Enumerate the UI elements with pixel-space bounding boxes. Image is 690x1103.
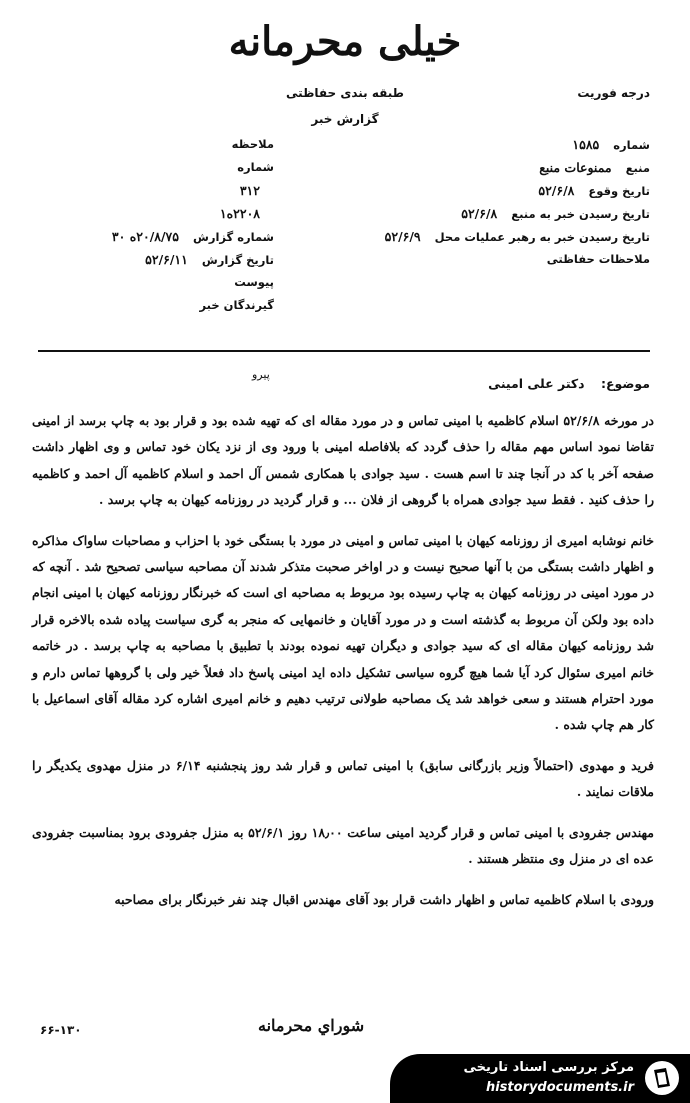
body-paragraph: در مورخه ۵۲/۶/۸ اسلام کاظمیه با امینی تماس و در مورد مقاله ای که تهیه شده بود و قرار بود به چاپ برسد از امینی تقاضا نمود اساس مهم مقاله را حذف گردد که بلافاصله امینی با ورود وی از نزد یکان خود تماس و وی اظهار داشت صفحه آخر با کد در آنجا چند تا اسم هست . سید جوادی با همکاری شمس آل احمد و اسلام کاظمیه آل احمد و کاظمیه را حذف کنید . فقط سید جوادی همراه با گروهی از فلان ... و قرار گردید در روزنامه کیهان به چاپ برسد .: [32, 413, 654, 508]
body-paragraph: مهندس جفرودی با امینی تماس و قرار گردید امینی ساعت ۱۸٫۰۰ روز ۵۲/۶/۱ به منزل جفرودی برود بمناسبت جفرودی عده ای در منزل وی منتظر هستند .: [32, 824, 654, 867]
watermark-url: historydocuments.ir: [485, 1080, 634, 1095]
field-value: ۵۲/۶/۸: [538, 183, 575, 198]
field-label: تاریخ گزارش: [201, 253, 274, 267]
footer-stamp: شوراي محرمانه: [258, 1016, 365, 1035]
field-value: ۲۲۰۸ه۱: [219, 206, 260, 221]
field-label: تاریخ رسیدن خبر به منبع: [511, 207, 650, 221]
field-row: [14, 248, 274, 271]
watermark-name: مرکز بررسی اسناد تاریخی: [463, 1060, 634, 1075]
field-row: [330, 202, 650, 225]
field-row: [330, 225, 650, 248]
field-row: [14, 179, 274, 202]
body-paragraph: فرید و مهدوی (احتمالاً وزیر بازرگانی سابق) با امینی تماس و قرار شد روز پنجشنبه ۶/۱۴ در منزل مهدوی یکدیگر را ملاقات نمایند .: [32, 757, 654, 800]
report-body: [32, 408, 654, 927]
field-label: تاریخ وقوع: [588, 184, 650, 198]
report-title: گزارش خبر: [311, 112, 379, 126]
field-value: ۵۲/۶/۱۱: [145, 252, 188, 267]
field-label: شماره: [237, 160, 274, 174]
field-label: گیرندگان خبر: [199, 298, 274, 312]
field-row: [14, 156, 274, 179]
field-row: [330, 156, 650, 179]
field-label: شماره: [613, 138, 650, 152]
field-label: تاریخ رسیدن خبر به رهبر عملیات محل: [434, 230, 650, 244]
field-value: ۵۲/۶/۹: [384, 229, 421, 244]
field-row: [14, 202, 274, 225]
field-label: پیوست: [234, 275, 274, 289]
field-row: [14, 271, 274, 294]
field-label: ملاحظات حفاظتی: [546, 252, 650, 266]
subject-value: دکتر علی امینی: [488, 376, 585, 391]
urgency-label: درجه فوریت: [577, 86, 650, 100]
subject-label: موضوع: [605, 376, 650, 391]
divider: [38, 350, 650, 352]
field-row: [14, 225, 274, 248]
document-logo-icon: [644, 1060, 680, 1096]
fields-right: [330, 133, 650, 271]
field-label: منبع: [625, 161, 650, 175]
field-row: [14, 294, 274, 317]
watermark-banner: [390, 1054, 690, 1103]
footer-number: ۶۶-۱۳۰: [40, 1023, 82, 1037]
field-row: [330, 248, 650, 271]
body-paragraph: ورودی با اسلام کاظمیه تماس و اظهار داشت قرار بود آقای مهندس اقبال چند نفر خبرنگار برای مصاحبه: [114, 891, 654, 907]
field-value: ۳۱۲: [239, 183, 260, 198]
field-row: [330, 133, 650, 156]
field-value: ۱۵۸۵: [572, 137, 600, 152]
field-value: ۲۰/۸/۷۵ه ۳۰: [111, 229, 179, 244]
field-value: ممنوعات منبع: [539, 160, 612, 175]
document-title: خیلی محرمانه: [228, 18, 462, 65]
field-value: ۵۲/۶/۸: [461, 206, 498, 221]
field-row: [14, 133, 274, 156]
fields-left: [14, 133, 274, 317]
body-paragraph: خانم نوشابه امیری از روزنامه کیهان با امینی تماس و امینی در مورد با بستگی خود با احزاب و مصاحبات ساواک مذاکره و اظهار داشت بستگی من با آنها صحیح نیست و در اواخر صحبت متذکر شدند آن مصاحبه سیاسی تصحیح شد . آنچه که در مورد امینی در روزنامه کیهان به چاپ رسیده بود مربوط به مصاحبه ای است که خبرنگار روزنامه کیهان با امینی انجام داده بود ولکن آن مربوط به گذشته است و در مورد آقایان و خانمهایی که منجر به گری سیاست پیاده شده بالاخره قرار شد روزنامه کیهان مقاله ای که سید جوادی و دیگران تهیه نموده بودند با تطبیق با مصاحبه به چاپ برسد . در خاتمه خانم امیری سئوال کرد آیا شما هیچ گروه سیاسی تشکیل داده اید امینی پاسخ داد فعلاً خیر ولی با گروهها تماس دارم و مورد احترام هستند و سعی خواهد شد یک مصاحبه طولانی ترتیب دهیم و خانم امیری اشاره کرد مقاله آقای اسماعیل با کار هم چاپ شده .: [32, 532, 654, 733]
field-label: ملاحظه: [231, 137, 274, 151]
field-row: [330, 179, 650, 202]
classification-label: طبقه بندی حفاظتی: [286, 86, 404, 100]
page-mark: پیرو: [252, 368, 270, 381]
subject-line: موضوع: دکتر علی امینی: [488, 376, 650, 391]
field-label: شماره گزارش: [192, 230, 274, 244]
